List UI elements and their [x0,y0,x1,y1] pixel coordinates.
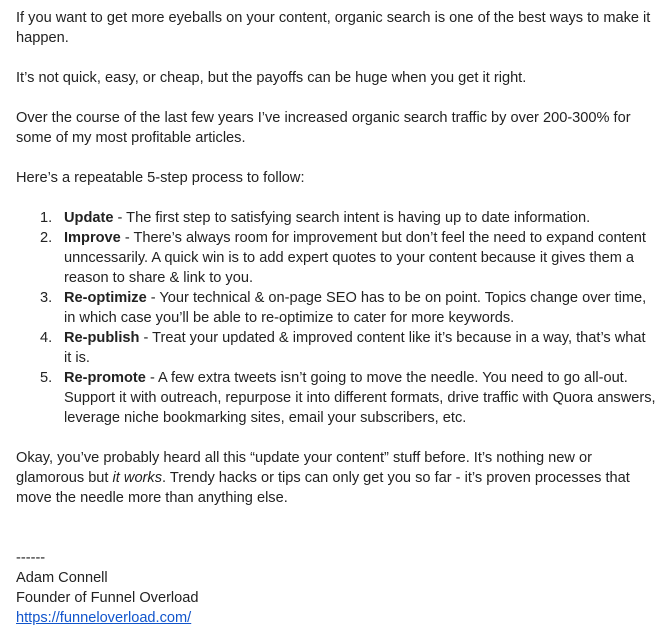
signature-block [16,548,656,628]
step-number: 4. [40,330,53,346]
intro-paragraph-3: Over the course of the last few years I’ve increased organic search traffic by over 200-300% for some of my most profitable articles. [16,110,631,146]
step-text: - Treat your updated & improved content like it’s because in a way, that’s what it is. [64,330,646,366]
step-text: - A few extra tweets isn’t going to move the needle. You need to go all-out. Support it with outreach, repurpose it into different formats, drive traffic with Quora answers, leverage niche bookmarking sites, email your subscribers, etc. [64,370,656,426]
intro-paragraph-4: Here’s a repeatable 5-step process to follow: [16,170,305,186]
intro-paragraph-2: It’s not quick, easy, or cheap, but the payoffs can be huge when you get it right. [16,70,527,86]
step-text: - The first step to satisfying search intent is having up to date information. [113,210,591,226]
step-number: 5. [40,370,53,386]
step-text: - There’s always room for improvement but don’t feel the need to expand content unncessarily. A quick win is to add expert quotes to your content because it gives them a reason to share & link to you. [64,230,646,286]
closing-text-start: Okay, you’ve probably heard all this “update your content” stuff before. It’s nothing new or glamorous but [16,450,592,486]
step-text: - Your technical & on-page SEO has to be on point. Topics change over time, in which case you’ll be able to re-optimize to cater for more keywords. [64,290,647,326]
step-item-re-publish [16,328,656,368]
closing-text-end: . Trendy hacks or tips can only get you so far - it’s proven processes that move the needle more than anything else. [16,470,630,506]
step-item-improve [16,228,656,288]
step-item-re-optimize [16,288,656,328]
step-number: 1. [40,210,53,226]
step-title: Re-publish [64,330,140,346]
signature-link-line [16,608,656,628]
step-number: 3. [40,290,53,306]
step-title: Re-promote [64,370,146,386]
intro-paragraph-1: If you want to get more eyeballs on your content, organic search is one of the best ways to make it happen. [16,10,651,46]
signature-separator: ------ [16,550,46,566]
signature-spacer [16,528,656,548]
closing-emphasis: it works [112,470,163,486]
step-title: Re-optimize [64,290,147,306]
step-item-update [16,208,656,228]
signature-role: Founder of Funnel Overload [16,590,199,606]
signature-name: Adam Connell [16,570,108,586]
step-number: 2. [40,230,53,246]
website-link[interactable]: https://funneloverload.com/ [16,610,192,626]
step-title: Update [64,210,114,226]
closing-paragraph [16,448,656,508]
step-title: Improve [64,230,121,246]
step-item-re-promote [16,368,656,428]
steps-list [16,208,656,428]
email-body [16,8,656,628]
